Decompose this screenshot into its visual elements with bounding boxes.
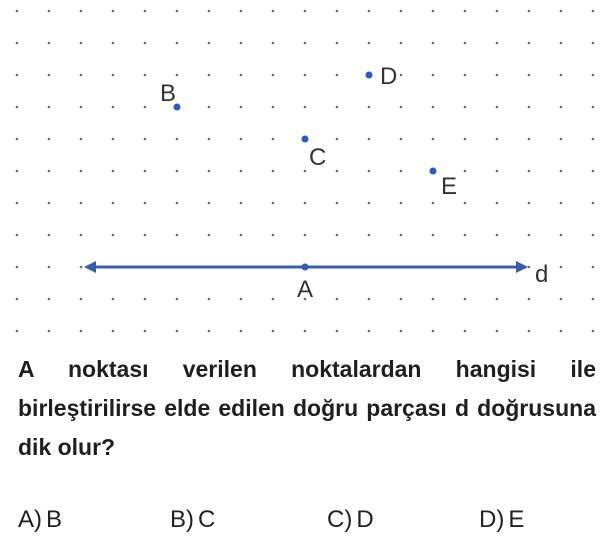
option-a-value: B: [46, 506, 63, 533]
grid-dot: [272, 10, 275, 13]
grid-dot: [528, 74, 531, 77]
grid-dot: [16, 138, 19, 141]
grid-dot: [240, 170, 243, 173]
grid-dot: [560, 266, 563, 269]
grid-dot: [16, 10, 19, 13]
grid-dot: [432, 42, 435, 45]
option-d-letter: D): [479, 506, 505, 533]
grid-dot: [496, 330, 499, 333]
option-b-value: C: [198, 506, 216, 533]
grid-dot: [400, 106, 403, 109]
grid-dot: [208, 202, 211, 205]
option-c-letter: C): [327, 506, 353, 533]
grid-dot: [400, 170, 403, 173]
grid-dot: [528, 202, 531, 205]
grid-dot: [560, 170, 563, 173]
grid-dot: [240, 330, 243, 333]
grid-dot: [368, 138, 371, 141]
grid-dot: [528, 106, 531, 109]
grid-dot: [496, 10, 499, 13]
grid-dot: [528, 138, 531, 141]
grid-dot: [272, 42, 275, 45]
grid-dot: [560, 298, 563, 301]
grid-dot: [208, 330, 211, 333]
grid-dot: [560, 74, 563, 77]
grid-dot: [176, 170, 179, 173]
option-d[interactable]: [479, 506, 524, 534]
grid-dot: [16, 106, 19, 109]
grid-dot: [304, 234, 307, 237]
grid-dot: [464, 10, 467, 13]
grid-dot: [16, 170, 19, 173]
grid-dot: [48, 234, 51, 237]
grid-dot: [592, 10, 595, 13]
grid-dot: [176, 10, 179, 13]
grid-dot: [112, 138, 115, 141]
grid-dot: [432, 330, 435, 333]
grid-dot: [400, 202, 403, 205]
grid-dot: [48, 106, 51, 109]
grid-dot: [464, 170, 467, 173]
grid-dot: [528, 266, 531, 269]
grid-dot: [112, 298, 115, 301]
grid-dot: [208, 74, 211, 77]
grid-dot: [144, 10, 147, 13]
grid-dot: [464, 42, 467, 45]
grid-dot: [80, 106, 83, 109]
grid-dot: [304, 106, 307, 109]
point-c-dot: [302, 136, 309, 143]
point-d-dot: [366, 72, 373, 79]
grid-dot: [112, 202, 115, 205]
grid-dot: [48, 42, 51, 45]
grid-dot: [80, 170, 83, 173]
grid-dot: [240, 74, 243, 77]
grid-dot: [336, 74, 339, 77]
grid-dot: [240, 138, 243, 141]
grid-dot: [48, 266, 51, 269]
grid-dot: [240, 298, 243, 301]
grid-dot: [464, 298, 467, 301]
grid-dot: [272, 170, 275, 173]
grid-dot: [336, 330, 339, 333]
question-text: A noktası verilen noktalardan hangisi ile birleştirilirse elde edilen doğru parçası d doğrusuna dik olur?: [18, 356, 596, 460]
grid-dot: [400, 10, 403, 13]
grid-dot: [528, 10, 531, 13]
point-a-label: A: [297, 276, 314, 303]
point-e-label: E: [441, 173, 458, 200]
grid-dot: [208, 10, 211, 13]
line-d-right-arrow: [516, 261, 528, 273]
grid-dot: [432, 74, 435, 77]
grid-dot: [496, 138, 499, 141]
option-a[interactable]: [18, 506, 62, 534]
grid-dot: [304, 74, 307, 77]
grid-dot: [368, 10, 371, 13]
line-d-label: d: [535, 261, 549, 288]
grid-dot: [144, 106, 147, 109]
grid-dot: [112, 74, 115, 77]
grid-dot: [176, 138, 179, 141]
grid-dot: [144, 170, 147, 173]
grid-dot: [592, 298, 595, 301]
grid-dot: [176, 298, 179, 301]
grid-dot: [16, 330, 19, 333]
grid-dot: [496, 298, 499, 301]
option-a-letter: A): [18, 506, 42, 533]
grid-dot: [16, 42, 19, 45]
answer-options: [0, 506, 607, 546]
grid-dot: [304, 42, 307, 45]
grid-dot: [272, 330, 275, 333]
grid-dot: [592, 266, 595, 269]
grid-dot: [560, 202, 563, 205]
grid-dot: [112, 106, 115, 109]
grid-dot: [112, 330, 115, 333]
grid-dot: [80, 74, 83, 77]
grid-dot: [240, 42, 243, 45]
grid-dot: [592, 202, 595, 205]
grid-dot: [464, 74, 467, 77]
grid-dot: [560, 138, 563, 141]
grid-dot: [496, 234, 499, 237]
grid-dot: [272, 202, 275, 205]
grid-dot: [272, 234, 275, 237]
grid-dot: [80, 202, 83, 205]
grid-dot: [208, 138, 211, 141]
grid-dot: [272, 138, 275, 141]
grid-dot: [48, 330, 51, 333]
point-d-label: D: [380, 63, 398, 90]
grid-dot: [592, 42, 595, 45]
grid-dot: [176, 202, 179, 205]
grid-dot: [80, 138, 83, 141]
grid-dot: [528, 170, 531, 173]
grid-dot: [16, 202, 19, 205]
grid-dot: [432, 298, 435, 301]
grid-dot: [80, 42, 83, 45]
grid-dot: [80, 10, 83, 13]
grid-dot: [368, 106, 371, 109]
grid-dot: [432, 234, 435, 237]
grid-dot: [208, 234, 211, 237]
grid-dot: [432, 138, 435, 141]
grid-dot: [208, 106, 211, 109]
grid-dot: [336, 234, 339, 237]
grid-dot: [592, 170, 595, 173]
grid-dot: [80, 298, 83, 301]
grid-dot: [144, 42, 147, 45]
grid-dot: [528, 330, 531, 333]
grid-dot: [240, 202, 243, 205]
grid-dot: [528, 298, 531, 301]
grid-dot: [592, 138, 595, 141]
point-b-label: B: [160, 80, 177, 107]
grid-dot: [80, 266, 83, 269]
grid-dot: [464, 138, 467, 141]
grid-dot: [368, 202, 371, 205]
option-d-value: E: [508, 506, 525, 533]
grid-dot: [336, 10, 339, 13]
option-b[interactable]: [170, 506, 215, 534]
grid-dot: [400, 234, 403, 237]
grid-dot: [464, 202, 467, 205]
grid-dot: [528, 234, 531, 237]
grid-dot: [496, 170, 499, 173]
grid-dot: [592, 106, 595, 109]
grid-dot: [16, 74, 19, 77]
grid-dot: [496, 202, 499, 205]
grid-dot: [112, 42, 115, 45]
grid-dot: [560, 330, 563, 333]
grid-dot: [592, 330, 595, 333]
grid-dot: [336, 138, 339, 141]
grid-dot: [144, 74, 147, 77]
grid-dot: [560, 42, 563, 45]
grid-dot: [400, 298, 403, 301]
grid-dot: [400, 138, 403, 141]
point-c-label: C: [309, 144, 327, 171]
grid-dot: [208, 42, 211, 45]
grid-dot: [336, 298, 339, 301]
line-d-left-arrow: [84, 261, 96, 273]
grid-dot: [112, 234, 115, 237]
grid-dot: [240, 10, 243, 13]
grid-dot: [240, 106, 243, 109]
grid-dot: [336, 42, 339, 45]
grid-dot: [176, 234, 179, 237]
grid-dot: [144, 202, 147, 205]
grid-dot: [432, 202, 435, 205]
grid-dot: [592, 74, 595, 77]
grid-dot: [464, 234, 467, 237]
grid-dot: [144, 298, 147, 301]
grid-dot: [496, 42, 499, 45]
grid-dot: [400, 42, 403, 45]
grid-dot: [592, 234, 595, 237]
grid-dot: [176, 42, 179, 45]
grid-dot: [496, 106, 499, 109]
grid-dot: [368, 42, 371, 45]
grid-dot: [336, 202, 339, 205]
grid-dot: [80, 330, 83, 333]
grid-dot: [16, 266, 19, 269]
grid-dot: [144, 234, 147, 237]
grid-dot: [400, 74, 403, 77]
grid-dot: [528, 42, 531, 45]
grid-dot: [272, 298, 275, 301]
grid-dot: [560, 106, 563, 109]
grid-dot: [176, 74, 179, 77]
grid-dot: [208, 298, 211, 301]
grid-dot: [432, 106, 435, 109]
grid-dot: [48, 138, 51, 141]
grid-dot: [16, 298, 19, 301]
grid-dot: [368, 330, 371, 333]
grid-dot: [16, 234, 19, 237]
grid-dot: [272, 106, 275, 109]
grid-dot: [272, 74, 275, 77]
grid-dot: [464, 106, 467, 109]
grid-dot: [48, 298, 51, 301]
grid-dot: [304, 330, 307, 333]
point-a-dot: [302, 264, 309, 271]
grid-dot: [240, 234, 243, 237]
grid-dot: [144, 330, 147, 333]
point-e-dot: [430, 168, 437, 175]
grid-dot: [48, 170, 51, 173]
grid-dot: [336, 170, 339, 173]
grid-dot: [560, 10, 563, 13]
grid-dot: [80, 234, 83, 237]
grid-dot: [48, 10, 51, 13]
grid-dot: [48, 74, 51, 77]
option-b-letter: B): [170, 506, 194, 533]
option-c-value: D: [356, 506, 374, 533]
grid-dot: [336, 106, 339, 109]
grid-dot: [368, 298, 371, 301]
grid-dot: [112, 170, 115, 173]
grid-dot: [304, 202, 307, 205]
grid-dot: [432, 10, 435, 13]
grid-dot: [304, 170, 307, 173]
option-c[interactable]: [327, 506, 374, 534]
grid-dot: [560, 234, 563, 237]
grid-dot: [368, 170, 371, 173]
grid-dot: [304, 10, 307, 13]
grid-dot: [464, 330, 467, 333]
grid-dot: [496, 74, 499, 77]
grid-dot: [400, 330, 403, 333]
grid-dot: [176, 330, 179, 333]
grid-dot: [48, 202, 51, 205]
grid-dot: [112, 10, 115, 13]
grid-dot: [208, 170, 211, 173]
grid-dot: [144, 138, 147, 141]
grid-dot: [368, 234, 371, 237]
